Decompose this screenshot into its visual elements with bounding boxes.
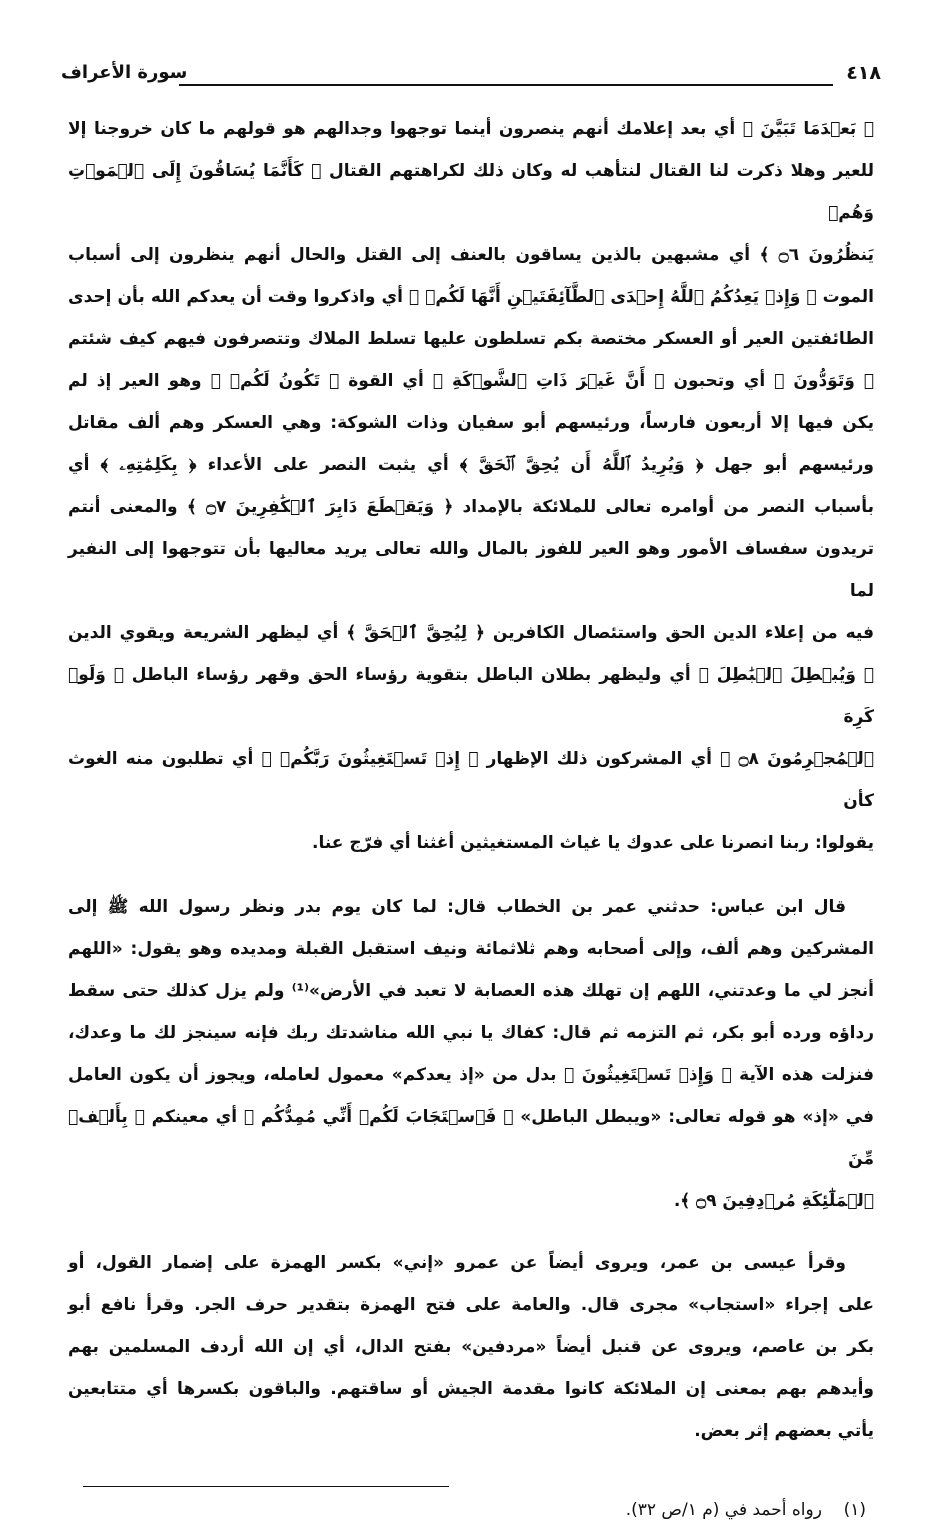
text-line: وأيدهم بهم بمعنى إن الملائكة كانوا مقدمة الجيش أو ساقتهم. والباقون بكسرها أي متتابعين	[68, 1379, 874, 1399]
text-line: فنزلت هذه الآية ﴿ وَإِذۡ تَسۡتَغِيثُونَ ﴾ بدل من «إذ يعدكم» معمول لعامله، ويجوز أن يكون العامل	[68, 1065, 874, 1085]
page-number: ٤١٨	[846, 62, 881, 84]
text-line: بأسباب النصر من أوامره تعالى للملائكة بالإمداد ﴿ وَيَقۡطَعَ دَابِرَ ٱلۡكَٰفِرِينَ ۝٧ ﴾ والمعنى أنتم	[68, 497, 874, 517]
text-line: الطائفتين العير أو العسكر مختصة بكم تسلطون عليها تسلط الملاك وتتصرفون فيهم كيف شئتم	[68, 329, 874, 349]
text-line: الموت ﴿ وَإِذۡ يَعِدُكُمُ ٱللَّهُ إِحۡدَى ٱلطَّآئِفَتَيۡنِ أَنَّهَا لَكُمۡ ﴾ أي واذكروا وقت أن يعدكم الله بأن إحدى	[68, 287, 874, 307]
footnote-text: رواه أحمد في (م ١/ص ٣٢).	[625, 1500, 822, 1520]
paragraph-commentary	[68, 108, 874, 864]
text-line: ورئيسهم أبو جهل ﴿ وَيُرِيدُ ٱللَّهُ أَن يُحِقَّ ٱلۡحَقَّ ﴾ أي يثبت النصر على الأعداء ﴿ بِكَلِمَٰتِهِۦ ﴾ أي	[68, 455, 874, 475]
text-line: يقولوا: ربنا انصرنا على عدوك يا غياث المستغيثين أغثنا أي فرّج عنا.	[312, 833, 874, 853]
footnote	[68, 1495, 874, 1525]
text-line: في «إذ» هو قوله تعالى: «ويبطل الباطل» ﴿ فَٱسۡتَجَابَ لَكُمۡ أَنِّي مُمِدُّكُم ﴾ أي معينكم ﴿ بِأَلۡفٖ مِّنَ	[68, 1107, 874, 1169]
footnote-marker: (١)	[843, 1500, 866, 1520]
text-line: على إجراء «استجاب» مجرى قال. والعامة على فتح الهمزة بتقدير حرف الجر. وقرأ نافع أبو	[68, 1295, 874, 1315]
paragraph-ibn-abbas	[68, 886, 874, 1222]
text-line: ﴿ بَعۡدَمَا تَبَيَّنَ ﴾ أي بعد إعلامك أنهم ينصرون أينما توجهوا وجدالهم هو قولهم ما كان خروجنا إلا	[68, 119, 874, 139]
text-line: ٱلۡمُجۡرِمُونَ ۝٨ ﴾ أي المشركون ذلك الإظهار ﴿ إِذۡ تَسۡتَغِيثُونَ رَبَّكُمۡ ﴾ أي تطلبون منه الغوث كأن	[68, 749, 875, 811]
text-line: للعير وهلا ذكرت لنا القتال لنتأهب له وكان ذلك لكراهتهم القتال ﴿ كَأَنَّمَا يُسَاقُونَ إِلَى ٱلۡمَوۡتِ وَهُمۡ	[68, 161, 874, 223]
text-line: تريدون سفساف الأمور وهو العير للفوز بالمال والله تعالى يريد معاليها بأن تتوجهوا إلى النفير لما	[68, 539, 874, 601]
text-line: فيه من إعلاء الدين الحق واستئصال الكافرين ﴿ لِيُحِقَّ ٱلۡحَقَّ ﴾ أي ليظهر الشريعة ويقوي الدين	[68, 623, 874, 643]
text-line: المشركين وهم ألف، وإلى أصحابه وهم ثلاثمائة ونيف استقبل القبلة ومديده وهو يقول: «اللهم	[68, 939, 874, 959]
text-line: يَنظُرُونَ ۝٦ ﴾ أي مشبهين بالذين يساقون بالعنف إلى القتل والحال أنهم ينظرون إلى أسباب	[68, 245, 875, 265]
paragraph-readings	[68, 1242, 874, 1452]
text-line: بكر بن عاصم، ويروى عن قنبل أيضاً «مردفين» بفتح الدال، أي إن الله أردف المسلمين بهم	[68, 1337, 874, 1357]
text-line: يكن فيها إلا أربعون فارساً، ورئيسهم أبو سفيان وذات الشوكة: وهي العسكر وهم ألف مقاتل	[68, 413, 874, 433]
text-line: يأتي بعضهم إثر بعض.	[694, 1421, 874, 1441]
surah-title: سورة الأعراف	[61, 62, 188, 83]
text-line: ٱلۡمَلَٰٓئِكَةِ مُرۡدِفِينَ ۝٩ ﴾.	[673, 1191, 874, 1211]
text-line: ﴿ وَتَوَدُّونَ ﴾ أي وتحبون ﴿ أَنَّ غَيۡرَ ذَاتِ ٱلشَّوۡكَةِ ﴾ أي القوة ﴿ تَكُونُ لَكُمۡ ﴾ وهو العير إذ لم	[68, 371, 874, 391]
text-line: وقرأ عيسى بن عمر، ويروى أيضاً عن عمرو «إني» بكسر الهمزة على إضمار القول، أو	[68, 1253, 846, 1273]
text-line: أنجز لي ما وعدتني، اللهم إن تهلك هذه العصابة لا تعبد في الأرض»⁽¹⁾ ولم يزل كذلك حتى سقط	[68, 981, 874, 1001]
text-line: قال ابن عباس: حدثني عمر بن الخطاب قال: لما كان يوم بدر ونظر رسول الله ﷺ إلى	[68, 897, 846, 917]
book-page	[61, 0, 881, 1525]
text-line: ﴿ وَيُبۡطِلَ ٱلۡبَٰطِلَ ﴾ أي وليظهر بطلان الباطل بتقوية رؤساء الحق وقهر رؤساء الباطل ﴿ وَلَوۡ كَرِهَ	[68, 665, 874, 727]
footnote-rule	[83, 1486, 449, 1487]
page-header	[61, 62, 881, 92]
text-line: رداؤه ورده أبو بكر، ثم التزمه ثم قال: كفاك يا نبي الله مناشدتك ربك فإنه سينجز لك ما وعدك،	[68, 1023, 874, 1043]
header-rule	[179, 84, 833, 86]
